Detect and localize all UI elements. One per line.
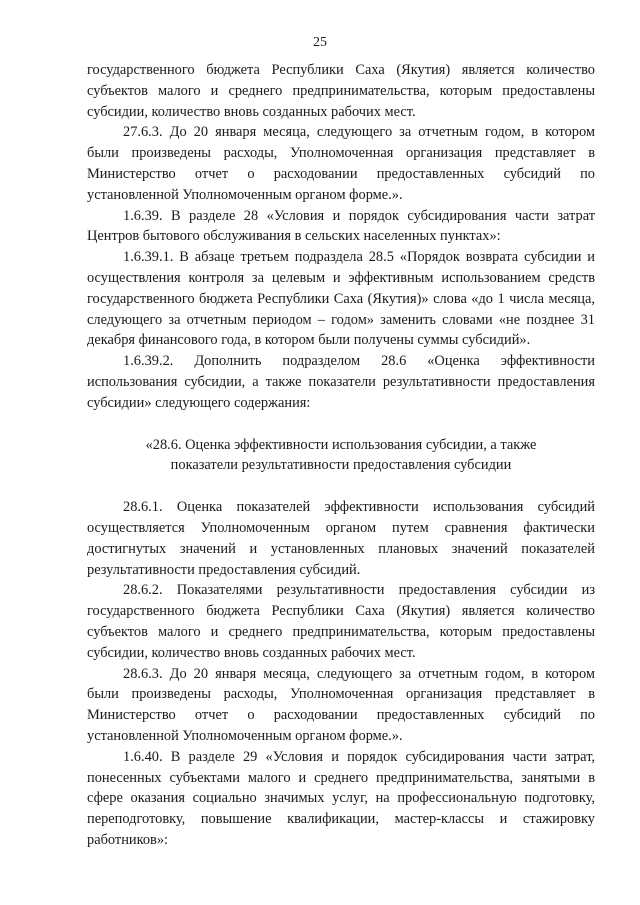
paragraph-28-6-3: 28.6.3. До 20 января месяца, следующего за отчетным годом, в котором были произведены расходы, Уполномоченная организация представляет в Министерство отчет о расходовании предоставленных субсидий по установленной Уполномоченным органом форме.». [87,665,595,744]
paragraph-1-6-39: 1.6.39. В разделе 28 «Условия и порядок субсидирования части затрат Центров бытового обслуживания в сельских населенных пунктах»: [87,207,595,245]
paragraph-1-6-40: 1.6.40. В разделе 29 «Условия и порядок субсидирования части затрат, понесенных субъектами малого и среднего предпринимательства, занятыми в сфере оказания социально значимых услуг, на профессиональную подготовку, переподготовку, повышение квалификации, мастер-классы и стажировку работников»: [87,748,595,848]
paragraph-continuation: государственного бюджета Республики Саха (Якутия) является количество субъектов малого и среднего предпринимательства, которым предоставлены субсидии, количество вновь созданных рабочих мест. [87,62,595,120]
page-number: 25 [313,35,327,50]
document-body [87,60,595,851]
paragraph-1-6-39-1: 1.6.39.1. В абзаце третьем подраздела 28.5 «Порядок возврата субсидии и осуществления контроля за целевым и эффективным использованием средств государственного бюджета Республики Саха (Якутия)» слова «до 1 числа месяца, следующего за отчетным периодом – годом» заменить словами «не позднее 31 декабря финансового года, в котором были получены суммы субсидий». [87,249,595,349]
section-heading-28-6: «28.6. Оценка эффективности использования субсидии, а также показатели результативности предоставления субсидии [145,436,537,474]
paragraph-28-6-1: 28.6.1. Оценка показателей эффективности использования субсидий осуществляется Уполномоченным органом путем сравнения фактически достигнутых значений и установленных плановых значений показателей результативности предоставления субсидий. [87,499,595,578]
paragraph-27-6-3: 27.6.3. До 20 января месяца, следующего за отчетным годом, в котором были произведены расходы, Уполномоченная организация представляет в Министерство отчет о расходовании предоставленных субсидий по установленной Уполномоченным органом форме.». [87,124,595,203]
paragraph-1-6-39-2: 1.6.39.2. Дополнить подразделом 28.6 «Оценка эффективности использования субсидии, а также показатели результативности предоставления субсидии» следующего содержания: [87,353,595,411]
paragraph-28-6-2: 28.6.2. Показателями результативности предоставления субсидии из государственного бюджета Республики Саха (Якутия) является количество субъектов малого и среднего предпринимательства, которым предоставлены субсидии, количество вновь созданных рабочих мест. [87,582,595,661]
